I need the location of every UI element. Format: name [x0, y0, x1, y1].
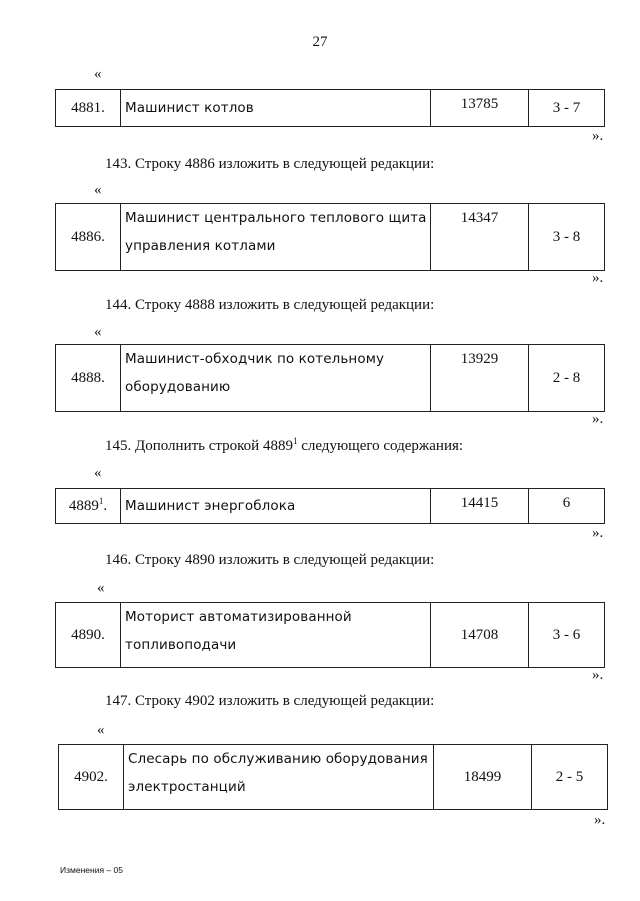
- opening-quote: «: [94, 324, 102, 340]
- row-code-number: 14708: [431, 603, 529, 668]
- closing-quote: ».: [592, 667, 604, 683]
- row-code: 4888.: [56, 345, 121, 412]
- page-number: 27: [312, 34, 328, 50]
- closing-quote: ».: [592, 128, 604, 144]
- row-title: Машинист-обходчик по котельному оборудованию: [121, 345, 431, 412]
- amendment-heading: 146. Строку 4890 изложить в следующей редакции:: [105, 552, 435, 568]
- row-grade-range: 2 - 8: [529, 345, 605, 412]
- opening-quote: «: [94, 66, 102, 82]
- row-code: 4886.: [56, 204, 121, 271]
- row-code: 4890.: [56, 603, 121, 668]
- amendment-heading: 145. Дополнить строкой 4889$^1$ следующего содержания:: [105, 436, 464, 454]
- row-code: 4881.: [56, 90, 121, 127]
- row-code-number: 13929: [431, 345, 529, 412]
- row-title: Машинист энергоблока: [121, 489, 431, 524]
- opening-quote: «: [94, 182, 102, 198]
- opening-quote: «: [94, 465, 102, 481]
- amendment-heading: 143. Строку 4886 изложить в следующей редакции:: [105, 156, 435, 172]
- row-code-number: 14347: [431, 204, 529, 271]
- row-grade-range: 3 - 7: [529, 90, 605, 127]
- row-grade-range: 6: [529, 489, 605, 524]
- table-row: [55, 203, 605, 271]
- opening-quote: «: [97, 722, 105, 738]
- closing-quote: ».: [592, 411, 604, 427]
- row-code-number: 13785: [431, 90, 529, 127]
- amendment-heading: 147. Строку 4902 изложить в следующей редакции:: [105, 693, 435, 709]
- row-title: Машинист котлов: [121, 90, 431, 127]
- table-row: [55, 344, 605, 412]
- row-code: 4902.: [59, 745, 124, 810]
- amendment-heading: 144. Строку 4888 изложить в следующей редакции:: [105, 297, 435, 313]
- row-grade-range: 2 - 5: [532, 745, 608, 810]
- footer-note: Изменения – 05: [60, 865, 123, 875]
- table-row: [58, 744, 608, 810]
- row-code: 4889$^1$.: [56, 489, 121, 524]
- row-grade-range: 3 - 8: [529, 204, 605, 271]
- opening-quote: «: [97, 580, 105, 596]
- row-title: Моторист автоматизированной топливоподачи: [121, 603, 431, 668]
- row-title: Машинист центрального теплового щита управления котлами: [121, 204, 431, 271]
- table-row: [55, 89, 605, 127]
- row-code-number: 18499: [434, 745, 532, 810]
- table-row: [55, 488, 605, 524]
- closing-quote: ».: [592, 525, 604, 541]
- closing-quote: ».: [594, 812, 606, 828]
- row-code-number: 14415: [431, 489, 529, 524]
- row-title: Слесарь по обслуживанию оборудования электростанций: [124, 745, 434, 810]
- table-row: [55, 602, 605, 668]
- closing-quote: ».: [592, 270, 604, 286]
- row-grade-range: 3 - 6: [529, 603, 605, 668]
